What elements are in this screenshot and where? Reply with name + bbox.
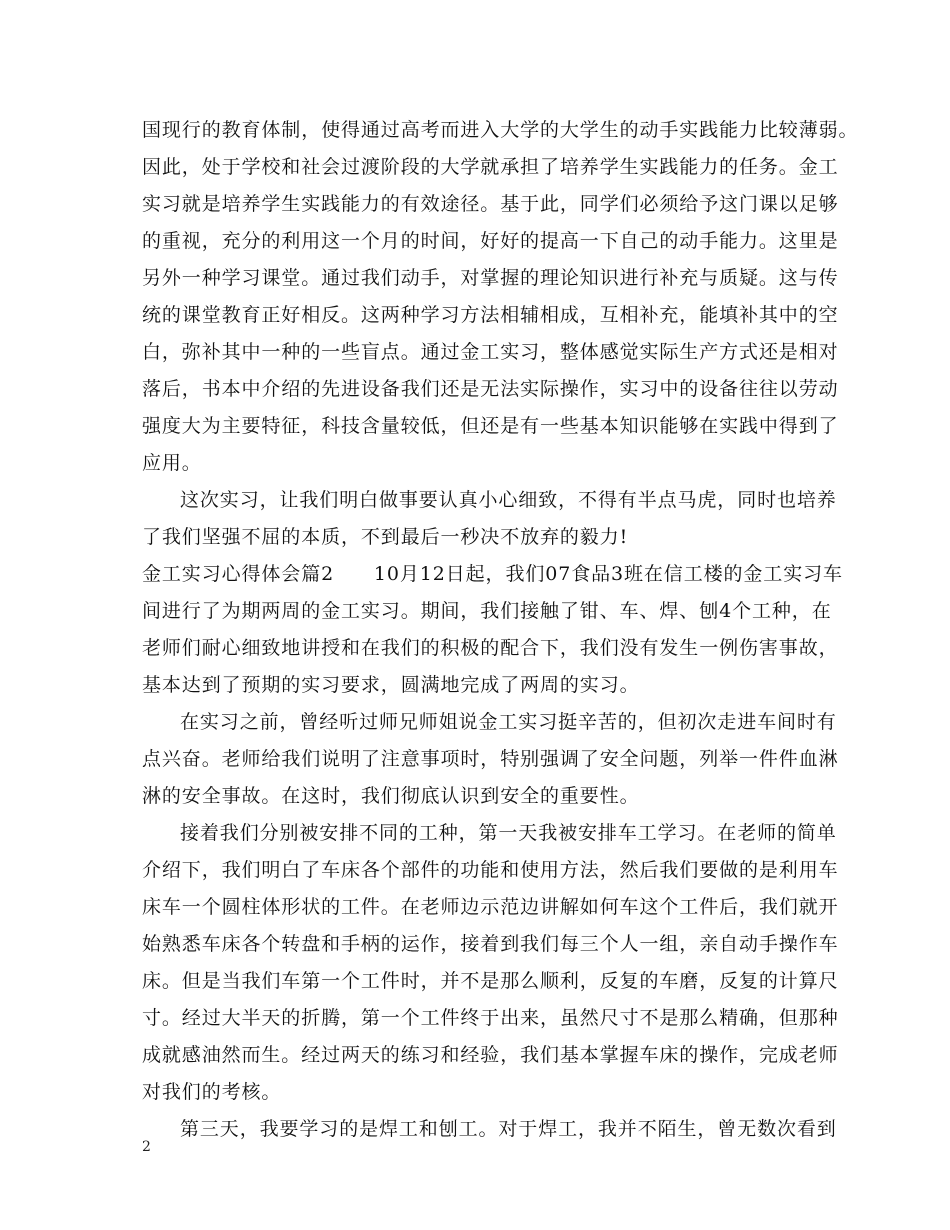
text-line: 寸。经过大半天的折腾，第一个工件终于出来，虽然尺寸不是那么精确，但那种 xyxy=(142,1007,839,1029)
text-line: 强度大为主要特征，科技含量较低，但还是有一些基本知识能够在实践中得到了 xyxy=(142,415,839,437)
text-line: 淋的安全事故。在这时，我们彻底认识到安全的重要性。 xyxy=(142,785,640,807)
text-line: 因此，处于学校和社会过渡阶段的大学就承担了培养学生实践能力的任务。金工 xyxy=(142,156,839,178)
page-number: 2 xyxy=(142,1139,151,1155)
text-line: 间进行了为期两周的金工实习。期间，我们接触了钳、车、焊、刨4个工种，在 xyxy=(142,600,832,622)
text-line: 介绍下，我们明白了车床各个部件的功能和使用方法，然后我们要做的是利用车 xyxy=(142,859,839,881)
text-line: 点兴奋。老师给我们说明了注意事项时，特别强调了安全问题，列举一件件血淋 xyxy=(142,748,839,770)
text-line: 接着我们分别被安排不同的工种，第一天我被安排车工学习。在老师的简单 xyxy=(180,822,837,844)
text-line: 另外一种学习课堂。通过我们动手，对掌握的理论知识进行补充与质疑。这与传 xyxy=(142,267,839,289)
text-line: 在实习之前，曾经听过师兄师姐说金工实习挺辛苦的，但初次走进车间时有 xyxy=(180,711,837,733)
section-heading-line: 金工实习心得体会篇2 10月12日起，我们07食品3班在信工楼的金工实习车 xyxy=(142,563,843,585)
text-line: 成就感油然而生。经过两天的练习和经验，我们基本掌握车床的操作，完成老师 xyxy=(142,1044,839,1066)
text-line: 了我们坚强不屈的本质，不到最后一秒决不放弃的毅力! xyxy=(142,526,629,548)
text-line: 始熟悉车床各个转盘和手柄的运作，接着到我们每三个人一组，亲自动手操作车 xyxy=(142,933,839,955)
text-line: 第三天，我要学习的是焊工和刨工。对于焊工，我并不陌生，曾无数次看到 xyxy=(180,1118,837,1140)
text-line: 床车一个圆柱体形状的工件。在老师边示范边讲解如何车这个工件后，我们就开 xyxy=(142,896,839,918)
text-line: 应用。 xyxy=(142,452,202,474)
text-line: 老师们耐心细致地讲授和在我们的积极的配合下，我们没有发生一例伤害事故， xyxy=(142,637,839,659)
text-line: 基本达到了预期的实习要求，圆满地完成了两周的实习。 xyxy=(142,674,640,696)
text-line: 这次实习，让我们明白做事要认真小心细致，不得有半点马虎，同时也培养 xyxy=(180,489,837,511)
text-line: 床。但是当我们车第一个工件时，并不是那么顺利，反复的车磨，反复的计算尺 xyxy=(142,970,839,992)
text-line: 实习就是培养学生实践能力的有效途径。基于此，同学们必须给予这门课以足够 xyxy=(142,193,839,215)
text-line: 的重视，充分的利用这一个月的时间，好好的提高一下自己的动手能力。这里是 xyxy=(142,230,839,252)
text-line: 国现行的教育体制，使得通过高考而进入大学的大学生的动手实践能力比较薄弱。 xyxy=(142,119,859,141)
text-line: 白，弥补其中一种的一些盲点。通过金工实习，整体感觉实际生产方式还是相对 xyxy=(142,341,839,363)
text-line: 落后，书本中介绍的先进设备我们还是无法实际操作，实习中的设备往往以劳动 xyxy=(142,378,839,400)
text-line: 对我们的考核。 xyxy=(142,1081,282,1103)
text-line: 统的课堂教育正好相反。这两种学习方法相辅相成，互相补充，能填补其中的空 xyxy=(142,304,839,326)
